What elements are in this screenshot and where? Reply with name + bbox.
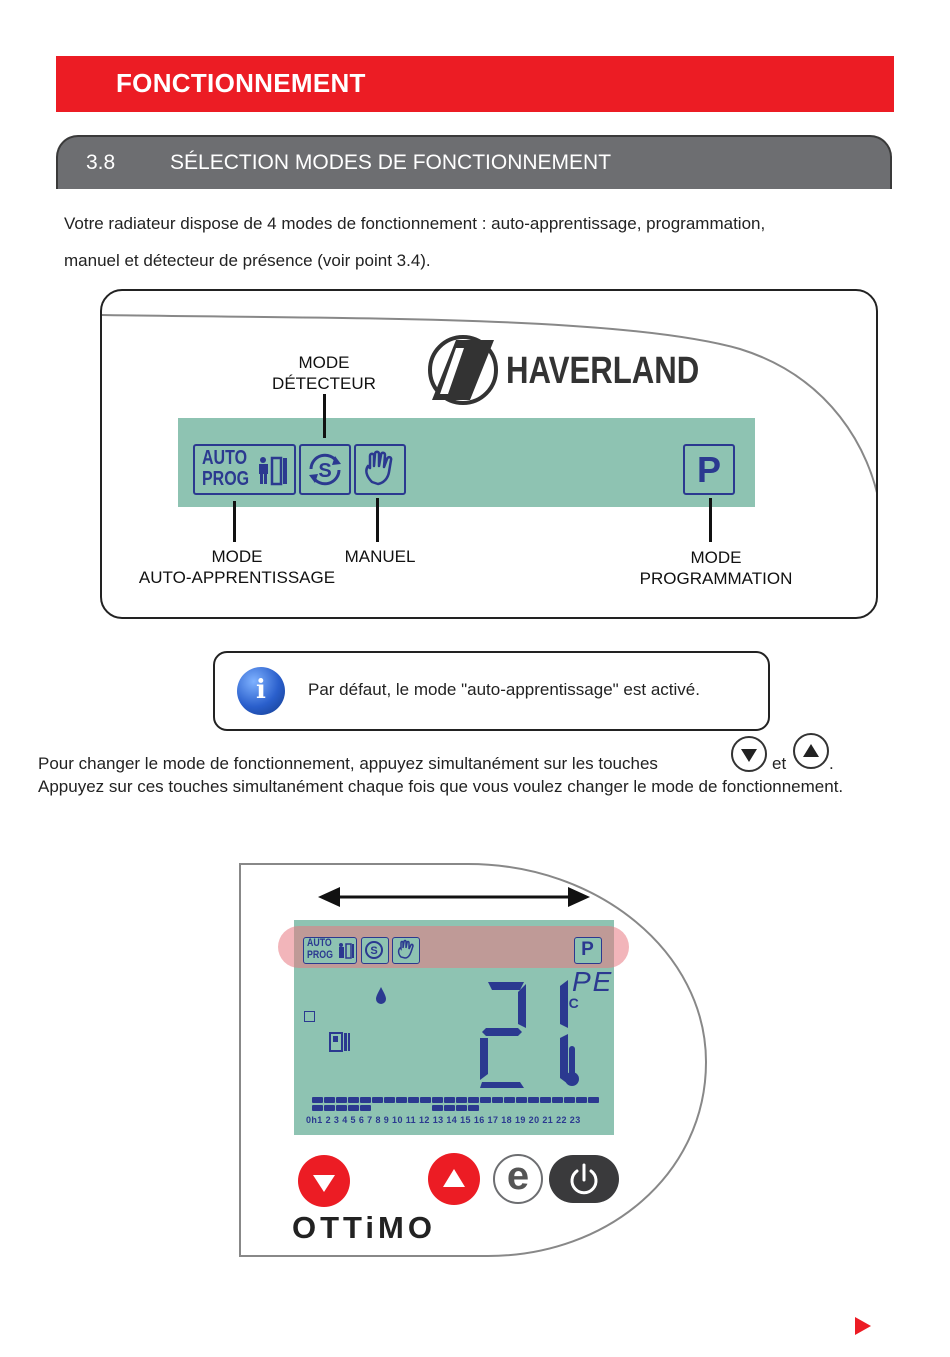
callout-line-manuel	[376, 498, 379, 542]
info-icon: i	[237, 667, 285, 715]
hour-program-bar	[310, 1096, 602, 1114]
page-title: FONCTIONNEMENT	[116, 68, 366, 98]
up-key-icon	[793, 733, 829, 769]
power-button[interactable]	[549, 1155, 619, 1203]
up-arrow-icon	[428, 1153, 480, 1205]
s-cycle-icon	[301, 446, 349, 493]
section-heading	[56, 135, 892, 189]
instruction-period: .	[829, 754, 834, 773]
manual-mode-icon	[354, 444, 406, 495]
instruction-line-2: Appuyez sur ces touches simultanément chaque fois que vous voulez changer le mode de fonctionnement.	[38, 777, 844, 796]
intro-line-2: manuel et détecteur de présence (voir point 3.4).	[64, 251, 431, 270]
down-button[interactable]	[298, 1155, 350, 1207]
info-note	[213, 651, 770, 731]
drop-icon	[374, 986, 388, 1006]
brand-ottimo: OTTiMO	[292, 1210, 436, 1245]
power-icon	[549, 1155, 619, 1203]
lcd-detector-icon	[361, 937, 389, 964]
label-mode-auto-apprentissage: MODE AUTO-APPRENTISSAGE	[138, 547, 336, 587]
double-arrow-icon	[318, 884, 590, 910]
instruction-line-1: Pour changer le mode de fonctionnement, appuyez simultanément sur les touches	[38, 754, 658, 773]
intro-line-1: Votre radiateur dispose de 4 modes de fonctionnement : auto-apprentissage, programmation,	[64, 214, 766, 233]
window-sensor-icon	[328, 1029, 352, 1053]
header-band	[56, 56, 894, 112]
hand-icon	[356, 446, 404, 493]
lcd-p-icon: P	[574, 937, 602, 964]
presence-sensor-icon	[257, 456, 291, 486]
info-text: Par défaut, le mode "auto-apprentissage" est activé.	[308, 680, 700, 699]
auto-prog-icon: AUTO PROG	[193, 444, 296, 495]
eco-button[interactable]: e	[493, 1154, 543, 1204]
thermometer-icon	[564, 1044, 580, 1088]
down-key-icon	[731, 736, 767, 772]
svg-text:S: S	[318, 460, 332, 482]
section-title: SÉLECTION MODES DE FONCTIONNEMENT	[170, 151, 612, 174]
callout-line-detecteur	[323, 394, 326, 438]
hour-scale: 0h1 2 3 4 5 6 7 8 9 10 11 12 13 14 15 16 17 18 19 20 21 22 23	[306, 1115, 581, 1125]
up-button[interactable]	[428, 1153, 480, 1205]
brand-haverland: HAVERLAND	[506, 350, 700, 392]
programming-mode-icon: P	[683, 444, 735, 495]
section-number: 3.8	[86, 151, 116, 174]
instruction-et: et	[772, 754, 787, 773]
temperature-unit: °C	[563, 995, 579, 1011]
lcd-auto-prog-icon: AUTO PROG	[303, 937, 357, 964]
lcd-hand-icon	[392, 937, 420, 964]
callout-line-auto	[233, 501, 236, 542]
next-page-arrow-icon[interactable]	[854, 1316, 872, 1336]
callout-line-programmation	[709, 498, 712, 542]
lcd-square-indicator	[304, 1011, 315, 1022]
down-arrow-icon	[298, 1155, 350, 1207]
svg-text:S: S	[370, 945, 378, 957]
mode-code: PE	[572, 966, 614, 997]
haverland-logo-icon	[426, 334, 500, 406]
detector-mode-icon	[299, 444, 351, 495]
label-manuel: MANUEL	[344, 547, 416, 566]
label-mode-detecteur: MODE DÉTECTEUR	[272, 353, 376, 393]
label-mode-programmation: MODE PROGRAMMATION	[639, 548, 793, 588]
